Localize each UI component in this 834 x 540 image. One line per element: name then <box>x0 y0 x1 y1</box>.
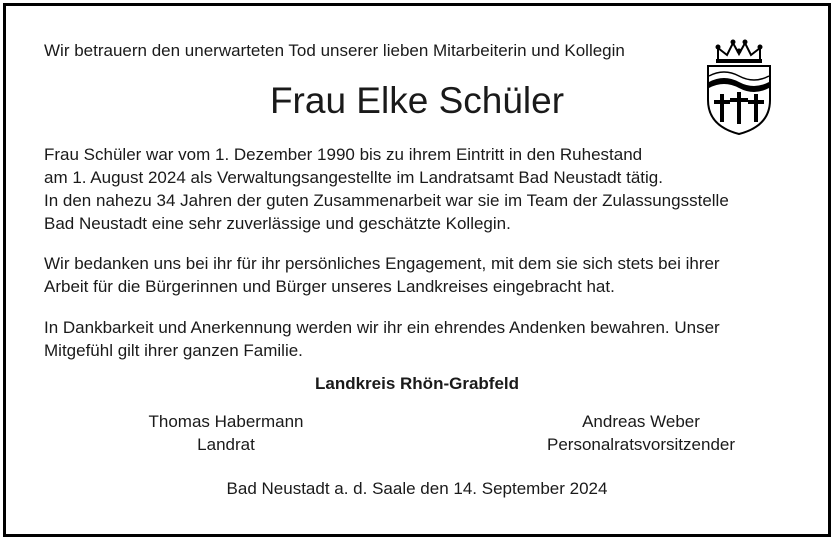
signatory-right <box>526 410 756 456</box>
paragraph-line: am 1. August 2024 als Verwaltungsangestellte im Landratsamt Bad Neustadt tätig. <box>44 168 663 187</box>
paragraph-line: In den nahezu 34 Jahren der guten Zusammenarbeit war sie im Team der Zulassungsstelle <box>44 191 729 210</box>
paragraph-line: Frau Schüler war vom 1. Dezember 1990 bis zu ihrem Eintritt in den Ruhestand <box>44 145 643 164</box>
deceased-name: Frau Elke Schüler <box>269 80 565 121</box>
crosses-icon <box>714 92 764 124</box>
signatory-name: Thomas Habermann <box>148 412 304 431</box>
paragraph-line: Arbeit für die Bürgerinnen und Bürger unseres Landkreises eingebracht hat. <box>44 277 615 296</box>
intro-text: Wir betrauern den unerwarteten Tod unserer lieben Mitarbeiterin und Kollegin <box>44 41 625 60</box>
condolence-paragraph <box>44 316 804 362</box>
paragraph-line: Mitgefühl gilt ihrer ganzen Familie. <box>44 341 303 360</box>
signatory-name: Andreas Weber <box>582 412 700 431</box>
thanks-paragraph <box>44 252 804 298</box>
signatory-role: Personalratsvorsitzender <box>546 435 736 454</box>
paragraph-line: Wir bedanken uns bei ihr für ihr persönliches Engagement, mit dem sie sich stets bei ihrer <box>44 254 720 273</box>
paragraph-line: In Dankbarkeit und Anerkennung werden wir ihr ein ehrendes Andenken bewahren. Unser <box>44 318 720 337</box>
organization-name: Landkreis Rhön-Grabfeld <box>314 374 520 393</box>
paragraph-line: Bad Neustadt eine sehr zuverlässige und geschätzte Kollegin. <box>44 214 511 233</box>
signatory-role: Landrat <box>197 435 255 454</box>
coat-of-arms-icon <box>700 38 778 136</box>
tenure-paragraph <box>44 143 804 235</box>
place-and-date: Bad Neustadt a. d. Saale den 14. September 2024 <box>226 479 608 498</box>
crown-icon <box>716 40 763 64</box>
signatory-left <box>126 410 326 456</box>
